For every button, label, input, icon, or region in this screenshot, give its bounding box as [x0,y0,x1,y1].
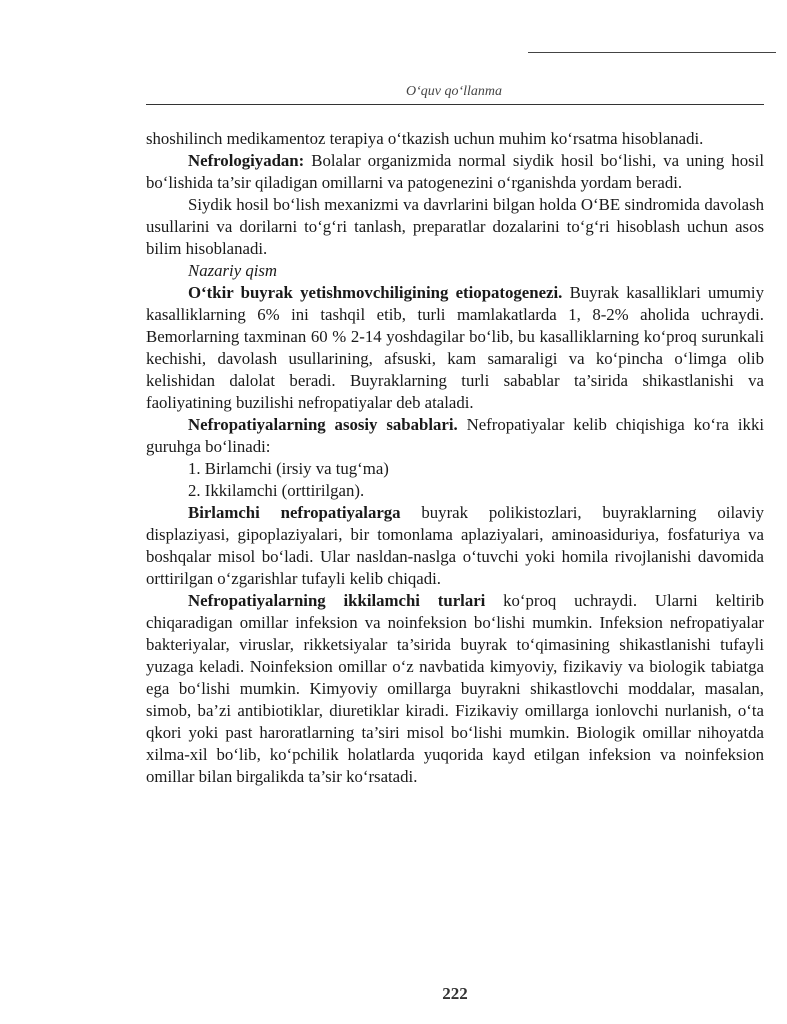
paragraph-asosiy-sabablar [146,414,764,458]
page-body [146,128,764,788]
paragraph-text: ko‘proq uchraydi. Ularni keltirib chiqaradigan omillar infeksion va noinfeksion bo‘lishi mumkin. Infeksion nefropatiyalar bakteriyalar, viruslar, rikketsiyalar ta’sirida buyrak to‘qimasining shikastlanishi tufayli yuzaga keladi. Noinfeksion omillar o‘z navbatida kimyoviy, fizikaviy va biologik tabiatga ega bo‘lishi mumkin. Kimyoviy omillarga buyrakni shikastlovchi moddalar, masalan, simob, ba’zi antibiotiklar, diuretiklar kiradi. Fizikaviy omillarga ionlovchi nurlanish, o‘ta qkori yoki past haroratlarning ta’siri misol bo‘lishi mumkin. Biologik omillar nihoyatda xilma-xil bo‘lib, ko‘pchilik holatlarda yuqorida kayd etilgan infeksion va noinfeksion omillar bilan birgalikda ta’sir ko‘rsatadi. [146,591,765,786]
section-heading: Nazariy qism [188,261,278,280]
paragraph-etiopatogenez [146,282,764,414]
paragraph-text: Buyrak kasalliklari umumiy kasalliklarning 6% ini tashqil etib, turli mamlakatlarda 1, 8-2% aholida uchraydi. Bemorlarning taxminan 60 % 2-14 yoshdagilar bo‘lib, bu kasalliklarning ko‘proq surunkali kechishi, davolash usullarining, afsuski, kam samaraligi va ko‘pincha o‘limga olib kelishidan dalolat beradi. Buyraklarning turli sabablar ta’sirida shikastlanishi va faoliyatining buzilishi nefropatiyalar deb ataladi. [146,283,764,412]
paragraph-lead: Nefropatiyalarning ikkilamchi turlari [188,591,486,610]
paragraph-lead: O‘tkir buyrak yetishmovchiligining etiopatogenezi. [188,283,563,302]
paragraph-nefrologiyadan [146,150,764,194]
top-decorative-rule [528,52,776,53]
paragraph-siydik-hosil: Siydik hosil bo‘lish mexanizmi va davrlarini bilgan holda O‘BE sindromida davolash usullarini va dorilarni to‘g‘ri tanlash, preparatlar dozalarini to‘g‘ri hisoblash uchun asos bilim hisoblanadi. [146,195,764,258]
running-header: O‘quv qo‘llanma [405,84,503,99]
paragraph-text: buyrak polikistozlari, buyraklarning oilaviy displaziyasi, gipoplaziyalari, bir tomonlama aplaziyalari, aminoasiduriya, fosfaturiya va boshqalar misol bo‘ladi. Ular nasldan-naslga o‘tuvchi yoki homila rivojlanishi davomida orttirilgan o‘zgarishlar tufayli kelib chiqadi. [146,503,764,588]
paragraph-lead: Nefrologiyadan: [188,151,305,170]
paragraph-text: Nefropatiyalar kelib chiqishiga ko‘ra ikki guruhga bo‘linadi: [146,415,765,456]
paragraph-continued: shoshilinch medikamentoz terapiya o‘tkazish uchun muhim ko‘rsatma hisoblanadi. [146,129,704,148]
header-rule [146,104,764,105]
page-number: 222 [442,984,468,1003]
paragraph-birlamchi [146,502,764,590]
list-item: 1. Birlamchi (irsiy va tug‘ma) [188,459,389,478]
paragraph-lead: Nefropatiyalarning asosiy sabablari. [188,415,458,434]
list-item: 2. Ikkilamchi (orttirilgan). [188,481,365,500]
paragraph-text: Bolalar organizmida normal siydik hosil bo‘lishi, va uning hosil bo‘lishida ta’sir qiladigan omillarni va patogenezini o‘rganishda yordam beradi. [146,151,764,192]
paragraph-lead: Birlamchi nefropatiyalarga [188,503,401,522]
paragraph-ikkilamchi [146,590,764,788]
